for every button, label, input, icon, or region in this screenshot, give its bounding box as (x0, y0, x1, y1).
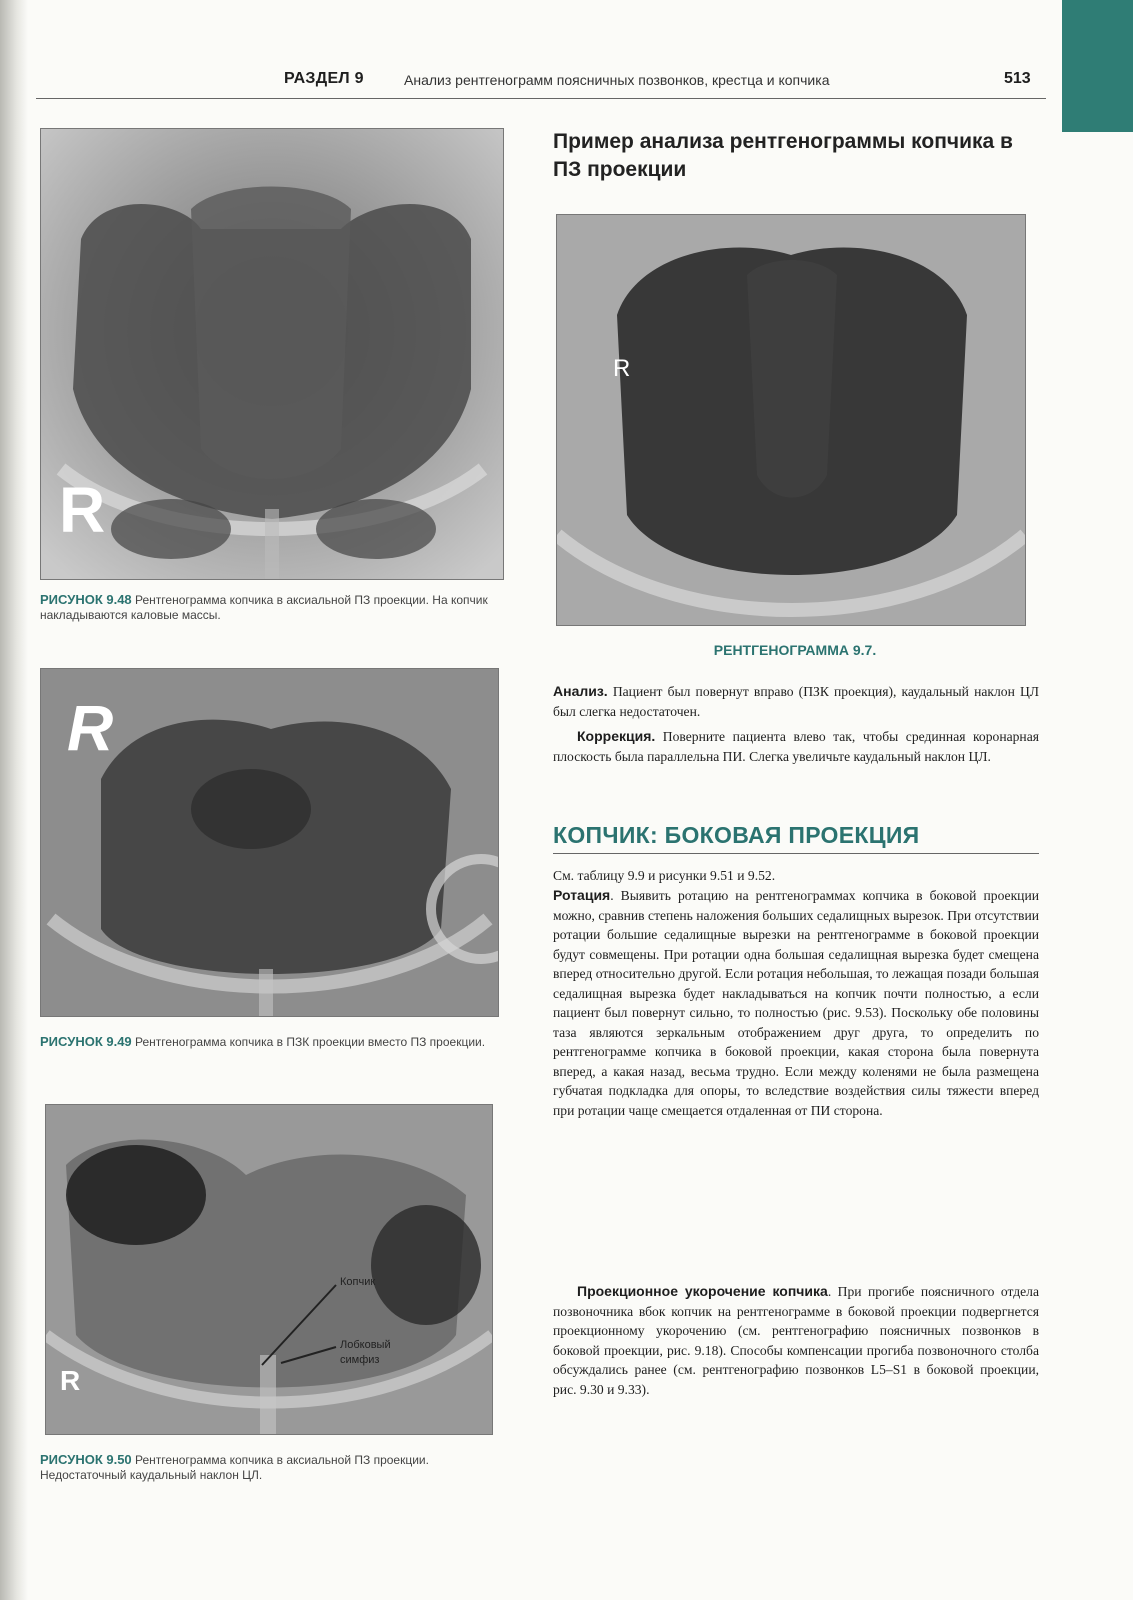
figure-caption-text: Рентгенограмма копчика в аксиальной ПЗ проекции. На копчик накладываются каловые массы. (40, 593, 488, 622)
pubic-symphysis-label-line2: симфиз (340, 1354, 380, 1366)
correction-text: Поверните пациента влево так, чтобы срединная коронарная плоскость была параллельна ПИ. Слегка увеличьте каудальный наклон ЦЛ. (553, 729, 1039, 764)
side-marker-r: R (59, 474, 106, 546)
side-marker-r: R (613, 355, 631, 382)
figure-number: РИСУНОК 9.50 (40, 1452, 132, 1467)
foreshortening-lead: Проекционное укорочение копчика (577, 1283, 828, 1299)
coccyx-label: Копчик (340, 1276, 376, 1288)
figure-9-49-caption (40, 1034, 502, 1050)
rotation-text: . Выявить ротацию на рентгенограммах копчика в боковой проекции можно, сравнив степень наложения больших седалищных вырезок. При отсутствии ротации большие седалищные вырезки на рентгенограмме в боковой проекции будут совмещены. При ротации одна большая седалищная вырезка будет смещена вперед относительно другой. Если ротация небольшая, то лежащая позади большая седалищная вырезка будет накладываться на копчик почти полностью, а если пациент был повернут сильно, то полностью (рис. 9.53). Поскольку обе половины таза являются зеркальным отображением друг друга, то определить по рентгенограмме копчика в боковой проекции, какая сторона была повернута вперед, а какая назад, весьма трудно. Если между коленями не была размещена губчатая подкладка для опоры, то вследствие воздействия силы тяжести вперед при ротации чаще смещается отдаленная от ПИ сторона. (553, 888, 1039, 1118)
section-heading: КОПЧИК: БОКОВАЯ ПРОЕКЦИЯ (553, 822, 920, 848)
figure-9-50-caption (40, 1452, 510, 1483)
foreshortening-paragraph (553, 1282, 1039, 1399)
side-marker-r: R (67, 692, 114, 764)
header-chapter-title: Анализ рентгенограмм поясничных позвонков, крестца и копчика (404, 72, 830, 88)
figure-caption-text: Рентгенограмма копчика в ПЗК проекции вместо ПЗ проекции. (135, 1035, 486, 1049)
figure-number: РИСУНОК 9.48 (40, 592, 132, 607)
pubic-symphysis-label-line1: Лобковый (340, 1339, 391, 1351)
figure-9-48-caption (40, 592, 502, 623)
section-divider (553, 853, 1039, 854)
analysis-paragraph (553, 682, 1039, 721)
page-binding-shadow (0, 0, 28, 1600)
header-divider (36, 98, 1046, 99)
correction-paragraph (553, 727, 1039, 766)
radiograph-9-7-xray (556, 214, 1026, 626)
figure-caption-text: Рентгенограмма копчика в аксиальной ПЗ проекции. Недостаточный каудальный наклон ЦЛ. (40, 1453, 429, 1482)
rotation-lead: Ротация (553, 887, 611, 903)
side-marker-r: R (60, 1365, 81, 1396)
running-header (36, 70, 1046, 94)
figure-9-50-xray (45, 1104, 493, 1435)
section-tab-marker (1062, 0, 1133, 132)
radiograph-caption: РЕНТГЕНОГРАММА 9.7. (713, 642, 877, 658)
figure-number: РИСУНОК 9.49 (40, 1034, 132, 1049)
analysis-lead: Анализ. (553, 683, 608, 699)
header-section-label: РАЗДЕЛ 9 (284, 70, 364, 87)
correction-lead: Коррекция. (577, 728, 656, 744)
page-number: 513 (1004, 70, 1031, 87)
see-also-line: См. таблицу 9.9 и рисунки 9.51 и 9.52. (553, 868, 776, 883)
rotation-paragraph (553, 886, 1039, 1120)
figure-9-49-xray (40, 668, 499, 1017)
article-title: Пример анализа рентгенограммы копчика в ПЗ проекции (553, 130, 1013, 181)
figure-9-48-xray (40, 128, 504, 580)
foreshortening-text: . При прогибе поясничного отдела позвоночника вбок копчик на рентгенограмме в боковой проекции подвергнется проекционному укорочению (см. рентгенографию поясничных позвонков в боковой проекции, рис. 9.18). Способы компенсации прогиба позвоночного столба обсуждались ранее (см. рентгенографию позвонков L5–S1 в боковой проекции, рис. 9.30 и 9.33). (553, 1284, 1039, 1397)
analysis-text: Пациент был повернут вправо (ПЗК проекция), каудальный наклон ЦЛ был слегка недостаточен. (553, 684, 1039, 719)
